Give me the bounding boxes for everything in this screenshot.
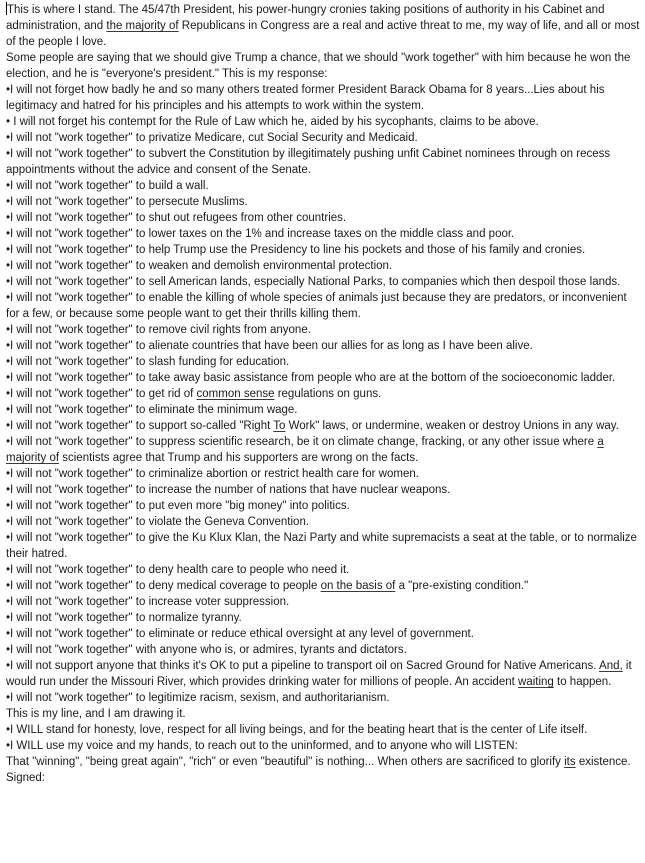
bullet-item [6,290,641,322]
text-segment: scientists agree that Trump and his supporters are wrong on the facts. [59,452,419,464]
text-segment: •I will not "work together" to shut out refugees from other countries. [6,212,347,224]
text-segment: a "pre-existing condition." [395,580,529,592]
grammar-underlined-text: on the basis of [320,580,396,592]
text-segment: •I WILL use my voice and my hands, to reach out to the uninformed, and to anyone who will LISTEN: [6,740,518,752]
text-segment: existence. [575,756,631,768]
bullet-item [6,418,641,434]
text-segment: •I will not "work together" to remove civil rights from anyone. [6,324,311,336]
text-segment: Signed: [6,772,46,784]
grammar-underlined-text: a majority of [6,436,604,464]
text-segment: •I will not "work together" to alienate countries that have been our allies for as long as I have been alive. [6,340,533,352]
text-segment: •I will not "work together" to sell American lands, especially National Parks, to companies which then despoil those lands. [6,276,621,288]
bullet-item [6,242,641,258]
text-segment: This is my line, and I am drawing it. [6,708,186,720]
grammar-underlined-text: its [564,756,576,768]
bullet-item [6,338,641,354]
bullet-item [6,82,641,114]
text-segment: •I will not "work together" to legitimize racism, sexism, and authoritarianism. [6,692,390,704]
bullet-item [6,210,641,226]
bullet-item [6,738,641,754]
bullet-item [6,226,641,242]
bullet-item [6,530,641,562]
bullet-item [6,466,641,482]
bullet-item [6,642,641,658]
bullet-item [6,322,641,338]
text-segment: • I will not forget his contempt for the Rule of Law which he, aided by his sycophants, claims to be above. [6,116,539,128]
text-segment: •I will not "work together" to lower taxes on the 1% and increase taxes on the middle class and poor. [6,228,515,240]
text-segment: •I will not "work together" to violate the Geneva Convention. [6,516,310,528]
bullet-item [6,258,641,274]
bullet-item [6,498,641,514]
response-intro-paragraph [6,50,641,82]
text-segment: •I will not "work together" to privatize Medicare, cut Social Security and Medicaid. [6,132,418,144]
text-segment: •I will not "work together" to slash funding for education. [6,356,290,368]
line-statement [6,706,641,722]
text-segment: •I will not support anyone that thinks it's OK to put a pipeline to transport oil on Sacred Ground for Native Americans. [6,660,600,672]
text-segment: •I will not "work together" to put even more "big money" into politics. [6,500,350,512]
text-segment: •I will not "work together" to criminalize abortion or restrict health care for women. [6,468,419,480]
bullet-item [6,690,641,706]
bullet-item [6,130,641,146]
text-segment: it would run under the Missouri River, which provides drinking water for millions of people. An accident [6,660,632,688]
grammar-underlined-text: To [273,420,286,432]
grammar-underlined-text: And, [599,660,623,672]
grammar-underlined-text: waiting [518,676,554,688]
bullet-item [6,402,641,418]
text-segment: •I will not "work together" to get rid of [6,388,197,400]
text-segment: regulations on guns. [274,388,382,400]
bullet-item [6,626,641,642]
text-segment: •I will not "work together" to weaken and demolish environmental protection. [6,260,393,272]
text-segment: •I will not "work together" to build a wall. [6,180,209,192]
bullet-item [6,514,641,530]
text-segment: •I will not "work together" to enable the killing of whole species of animals just because they are predators, or inconvenient for a few, or because some people want to get their thrills killing them. [6,292,627,320]
closing-paragraph [6,754,641,770]
text-segment: •I will not "work together" to give the Ku Klux Klan, the Nazi Party and white supremacists a seat at the table, or to normalize their hatred. [6,532,637,560]
bullet-item [6,354,641,370]
bullet-item [6,610,641,626]
grammar-underlined-text: the majority of [106,20,179,32]
text-segment: •I will not "work together" to help Trump use the Presidency to line his pockets and those of his family and cronies. [6,244,586,256]
bullet-item [6,114,641,130]
bullet-item [6,594,641,610]
bullet-item [6,722,641,738]
text-segment: •I will not forget how badly he and so many others treated former President Barack Obama for 8 years...Lies about his legitimacy and hatred for his principles and his attempts to work within the system. [6,84,605,112]
text-segment: •I will not "work together" to eliminate or reduce ethical oversight at any level of government. [6,628,474,640]
text-segment: •I will not "work together" to eliminate the minimum wage. [6,404,298,416]
text-segment: to happen. [553,676,612,688]
text-segment: •I will not "work together" to subvert the Constitution by illegitimately pushing unfit Cabinet nominees through on recess appointments without the advice and consent of the Senate. [6,148,611,176]
text-segment: •I will not "work together" to normalize tyranny. [6,612,242,624]
text-segment: •I will not "work together" to persecute Muslims. [6,196,248,208]
bullet-item [6,578,641,594]
bullet-item [6,386,641,402]
text-segment: That "winning", "being great again", "rich" or even "beautiful" is nothing... When others are sacrificed to glorify [6,756,565,768]
text-segment: •I will not "work together" to increase the number of nations that have nuclear weapons. [6,484,451,496]
text-segment: Work" laws, or undermine, weaken or destroy Unions in any way. [285,420,619,432]
text-segment: •I will not "work together" to increase voter suppression. [6,596,290,608]
text-segment: This is where I stand. The 45/47th President, his power-hungry cronies taking positions of authority in his Cabinet and administration, and [6,4,605,32]
bullet-item [6,274,641,290]
bullet-item [6,434,641,466]
bullet-item [6,146,641,178]
text-segment: Some people are saying that we should give Trump a chance, that we should "work together" with him because he won the election, and he is "everyone's president." This is my response: [6,52,631,80]
bullet-item [6,194,641,210]
text-segment: •I WILL stand for honesty, love, respect for all living beings, and for the beating heart that is the center of Life itself. [6,724,588,736]
signed-line [6,770,641,786]
bullet-item [6,178,641,194]
text-segment: Republicans in Congress are a real and active threat to me, my way of life, and all or most of the people I love. [6,20,640,48]
bullet-item [6,482,641,498]
text-segment: •I will not "work together" to suppress scientific research, be it on climate change, fracking, or any other issue where [6,436,598,448]
bullet-item [6,658,641,690]
text-segment: •I will not "work together" to deny health care to people who need it. [6,564,350,576]
bullet-item [6,370,641,386]
text-segment: •I will not "work together" to deny medical coverage to people [6,580,321,592]
intro-paragraph [6,2,641,50]
grammar-underlined-text: common sense [196,388,275,400]
text-segment: •I will not "work together" with anyone who is, or admires, tyrants and dictators. [6,644,407,656]
text-segment: •I will not "work together" to support so-called "Right [6,420,274,432]
text-segment: •I will not "work together" to take away basic assistance from people who are at the bottom of the socioeconomic ladder. [6,372,616,384]
bullet-item [6,562,641,578]
